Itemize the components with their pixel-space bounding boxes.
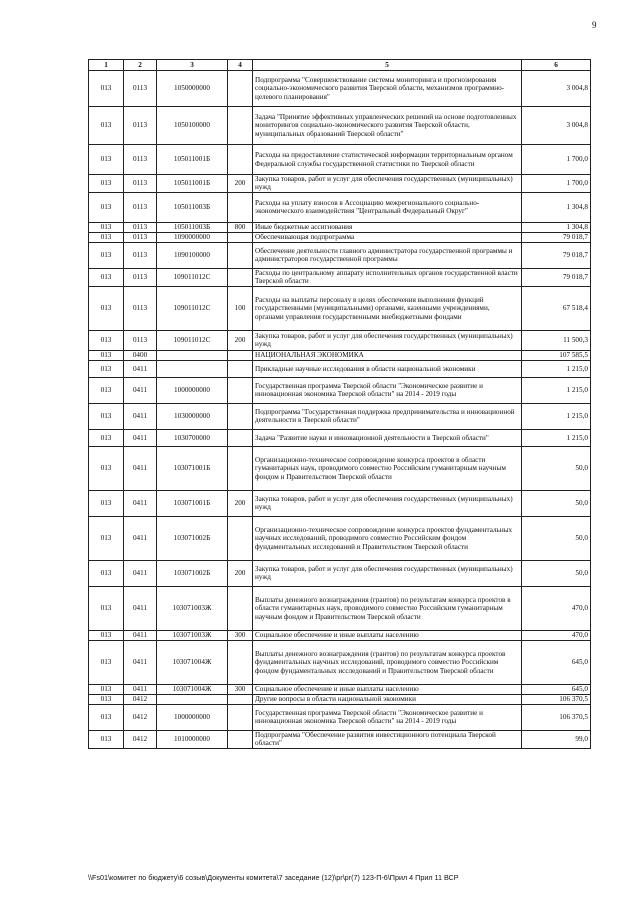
table-row	[89, 446, 591, 490]
cell-ministry: 013	[89, 350, 124, 360]
table-row	[89, 516, 591, 560]
cell-description: Подпрограмма "Совершенствование системы мониторинга и прогнозирования социально-экономического развития Тверской области, механизмов программно-целевого планирования"	[253, 71, 522, 107]
cell-description: Закупка товаров, работ и услуг для обеспечения государственных (муниципальных) нужд	[253, 175, 522, 193]
cell-amount: 1 215,0	[522, 403, 591, 429]
cell-description: Организационно-техническое сопровождение конкурса проектов в области гуманитарных наук, проводимого совместно Российским гуманитарным научным фондом и Правительством Тверской области	[253, 446, 522, 490]
cell-target-article: 1090000000	[157, 232, 228, 242]
table-row	[89, 192, 591, 222]
cell-target-article: 103071003Ж	[157, 586, 228, 630]
table-row	[89, 560, 591, 586]
cell-target-article: 105011001Б	[157, 145, 228, 175]
cell-ministry: 013	[89, 516, 124, 560]
cell-expense-type	[228, 516, 253, 560]
cell-target-article	[157, 350, 228, 360]
cell-amount: 79 018,7	[522, 232, 591, 242]
cell-section: 0412	[124, 730, 157, 748]
table-row	[89, 377, 591, 403]
cell-expense-type: 200	[228, 175, 253, 193]
cell-target-article: 109011012С	[157, 330, 228, 350]
cell-expense-type	[228, 403, 253, 429]
table-row	[89, 286, 591, 330]
cell-target-article: 103071004Ж	[157, 684, 228, 694]
cell-ministry: 013	[89, 403, 124, 429]
table-row	[89, 360, 591, 377]
cell-amount: 1 304,8	[522, 192, 591, 222]
cell-amount: 99,0	[522, 730, 591, 748]
cell-description: Организационно-техническое сопровождение конкурса проектов фундаментальных научных исследований, проводимого совместно Российским фондом фундаментальных исследований и Правительством Тверской области	[253, 516, 522, 560]
cell-expense-type	[228, 446, 253, 490]
cell-description: Подпрограмма "Государственная поддержка предпринимательства и инновационной деятельности в Тверской области"	[253, 403, 522, 429]
cell-target-article: 1050000000	[157, 71, 228, 107]
cell-section: 0411	[124, 490, 157, 516]
cell-section: 0412	[124, 694, 157, 704]
cell-section: 0113	[124, 145, 157, 175]
cell-expense-type	[228, 242, 253, 268]
cell-ministry: 013	[89, 684, 124, 694]
cell-ministry: 013	[89, 704, 124, 730]
cell-ministry: 013	[89, 330, 124, 350]
cell-target-article: 105011003Б	[157, 192, 228, 222]
cell-expense-type: 300	[228, 630, 253, 640]
table-row	[89, 268, 591, 286]
cell-description: Выплаты денежного вознаграждения (грантов) по результатам конкурса проектов в области гуманитарных наук, проводимого совместно Российским гуманитарным научным фондом и Правительством Тверской области	[253, 586, 522, 630]
table-row	[89, 403, 591, 429]
table-row	[89, 730, 591, 748]
table-row	[89, 586, 591, 630]
cell-ministry: 013	[89, 145, 124, 175]
cell-description: Подпрограмма "Обеспечение развития инвестиционного потенциала Тверской области"	[253, 730, 522, 748]
cell-description: Иные бюджетные ассигнования	[253, 222, 522, 232]
cell-section: 0411	[124, 377, 157, 403]
header-cell: 6	[522, 60, 591, 71]
cell-section: 0113	[124, 286, 157, 330]
cell-target-article: 109011012С	[157, 286, 228, 330]
cell-ministry: 013	[89, 694, 124, 704]
cell-target-article: 1000000000	[157, 377, 228, 403]
cell-section: 0411	[124, 630, 157, 640]
table-row	[89, 107, 591, 145]
table-row	[89, 71, 591, 107]
cell-description: Задача "Принятие эффективных управленческих решений на основе подготовленных мониторингов социально-экономического развития Тверской области, муниципальных образований Тверской области"	[253, 107, 522, 145]
cell-target-article: 1030000000	[157, 403, 228, 429]
cell-description: Задача "Развитие науки и инновационной деятельности в Тверской области"	[253, 429, 522, 446]
cell-amount: 470,0	[522, 586, 591, 630]
cell-ministry: 013	[89, 268, 124, 286]
cell-target-article: 1030700000	[157, 429, 228, 446]
cell-ministry: 013	[89, 175, 124, 193]
cell-amount: 470,0	[522, 630, 591, 640]
cell-section: 0400	[124, 350, 157, 360]
cell-expense-type	[228, 350, 253, 360]
cell-expense-type: 200	[228, 560, 253, 586]
cell-target-article: 1050100000	[157, 107, 228, 145]
cell-ministry: 013	[89, 640, 124, 684]
header-cell: 2	[124, 60, 157, 71]
cell-target-article: 109011012С	[157, 268, 228, 286]
cell-target-article: 103071003Ж	[157, 630, 228, 640]
cell-expense-type: 100	[228, 286, 253, 330]
cell-section: 0113	[124, 330, 157, 350]
cell-target-article: 1090100000	[157, 242, 228, 268]
cell-amount: 3 004,8	[522, 107, 591, 145]
header-cell: 3	[157, 60, 228, 71]
cell-expense-type: 200	[228, 330, 253, 350]
cell-description: Государственная программа Тверской области "Экономическое развитие и инновационная экономика Тверской области" на 2014 - 2019 годы	[253, 377, 522, 403]
cell-expense-type	[228, 145, 253, 175]
table-row	[89, 330, 591, 350]
cell-ministry: 013	[89, 192, 124, 222]
cell-ministry: 013	[89, 360, 124, 377]
cell-amount: 79 018,7	[522, 242, 591, 268]
cell-amount: 50,0	[522, 516, 591, 560]
cell-amount: 645,0	[522, 684, 591, 694]
table-row	[89, 350, 591, 360]
cell-ministry: 013	[89, 71, 124, 107]
cell-expense-type	[228, 107, 253, 145]
cell-target-article: 103071004Ж	[157, 640, 228, 684]
cell-amount: 1 700,0	[522, 145, 591, 175]
cell-expense-type	[228, 192, 253, 222]
cell-target-article	[157, 360, 228, 377]
cell-section: 0411	[124, 446, 157, 490]
cell-expense-type	[228, 704, 253, 730]
table-row	[89, 222, 591, 232]
cell-description: Государственная программа Тверской области "Экономическое развитие и инновационная экономика Тверской области" на 2014 - 2019 годы	[253, 704, 522, 730]
cell-expense-type	[228, 640, 253, 684]
cell-ministry: 013	[89, 429, 124, 446]
cell-expense-type	[228, 730, 253, 748]
cell-description: Другие вопросы в области национальной экономики	[253, 694, 522, 704]
cell-expense-type	[228, 694, 253, 704]
budget-table	[88, 59, 591, 749]
cell-section: 0113	[124, 232, 157, 242]
header-cell: 1	[89, 60, 124, 71]
cell-amount: 3 004,8	[522, 71, 591, 107]
cell-description: Обеспечение деятельности главного администратора государственной программы и администраторов государственной программы	[253, 242, 522, 268]
cell-ministry: 013	[89, 222, 124, 232]
cell-description: Закупка товаров, работ и услуг для обеспечения государственных (муниципальных) нужд	[253, 490, 522, 516]
cell-description: Социальное обеспечение и иные выплаты населению	[253, 630, 522, 640]
cell-description: Выплаты денежного вознаграждения (грантов) по результатам конкурса проектов фундаментальных научных исследований, проводимого совместно Российским фондом фундаментальных исследований и Правительством Тверской области	[253, 640, 522, 684]
file-path-footer: \\Fs01\комитет по бюджету\6 созыв\Документы комитета\7 заседание (12)\pr\pr(7) 123-П-6\Прил 4 Прил 11 ВСР	[88, 873, 459, 882]
cell-description: Расходы на выплаты персоналу в целях обеспечения выполнения функций государственными (муниципальными) органами, казенными учреждениями, органами управления государственными внебюджетными фондами	[253, 286, 522, 330]
cell-target-article: 103071002Б	[157, 560, 228, 586]
cell-section: 0411	[124, 360, 157, 377]
header-cell: 4	[228, 60, 253, 71]
cell-target-article: 103071001Б	[157, 446, 228, 490]
cell-description: Расходы на предоставление статистической информации территориальным органом Федеральной службы государственной статистики по Тверской области	[253, 145, 522, 175]
cell-ministry: 013	[89, 586, 124, 630]
cell-amount: 50,0	[522, 490, 591, 516]
cell-description: Социальное обеспечение и иные выплаты населению	[253, 684, 522, 694]
cell-expense-type: 300	[228, 684, 253, 694]
cell-section: 0411	[124, 403, 157, 429]
cell-section: 0113	[124, 242, 157, 268]
cell-expense-type	[228, 586, 253, 630]
cell-section: 0113	[124, 192, 157, 222]
cell-section: 0411	[124, 429, 157, 446]
cell-expense-type	[228, 360, 253, 377]
cell-description: Расходы на уплату взносов в Ассоциацию межрегионального социально-экономического взаимодействия "Центральный Федеральный Округ"	[253, 192, 522, 222]
table-row	[89, 429, 591, 446]
cell-expense-type	[228, 377, 253, 403]
cell-ministry: 013	[89, 446, 124, 490]
cell-target-article	[157, 694, 228, 704]
cell-section: 0411	[124, 640, 157, 684]
cell-ministry: 013	[89, 232, 124, 242]
cell-ministry: 013	[89, 560, 124, 586]
header-cell: 5	[253, 60, 522, 71]
cell-amount: 1 215,0	[522, 377, 591, 403]
cell-section: 0113	[124, 71, 157, 107]
cell-expense-type	[228, 71, 253, 107]
cell-section: 0113	[124, 268, 157, 286]
cell-ministry: 013	[89, 107, 124, 145]
cell-amount: 106 370,5	[522, 694, 591, 704]
cell-section: 0411	[124, 586, 157, 630]
table-header-row	[89, 60, 591, 71]
table-row	[89, 145, 591, 175]
cell-section: 0411	[124, 560, 157, 586]
cell-description: Расходы по центральному аппарату исполнительных органов государственной власти Тверской области	[253, 268, 522, 286]
cell-amount: 79 018,7	[522, 268, 591, 286]
cell-amount: 50,0	[522, 446, 591, 490]
cell-description: Закупка товаров, работ и услуг для обеспечения государственных (муниципальных) нужд	[253, 560, 522, 586]
cell-target-article: 1010000000	[157, 730, 228, 748]
cell-expense-type: 800	[228, 222, 253, 232]
cell-description: Прикладные научные исследования в области национальной экономики	[253, 360, 522, 377]
cell-ministry: 013	[89, 730, 124, 748]
table-row	[89, 175, 591, 193]
cell-target-article: 103071001Б	[157, 490, 228, 516]
table-row	[89, 232, 591, 242]
cell-expense-type	[228, 232, 253, 242]
cell-expense-type	[228, 268, 253, 286]
cell-target-article: 105011001Б	[157, 175, 228, 193]
cell-section: 0113	[124, 107, 157, 145]
cell-section: 0113	[124, 175, 157, 193]
cell-target-article: 1000000000	[157, 704, 228, 730]
cell-ministry: 013	[89, 286, 124, 330]
cell-section: 0113	[124, 222, 157, 232]
cell-expense-type: 200	[228, 490, 253, 516]
cell-amount: 1 700,0	[522, 175, 591, 193]
cell-description: Обеспечивающая подпрограмма	[253, 232, 522, 242]
cell-amount: 107 585,5	[522, 350, 591, 360]
cell-amount: 1 304,8	[522, 222, 591, 232]
cell-amount: 106 370,5	[522, 704, 591, 730]
cell-ministry: 013	[89, 242, 124, 268]
cell-amount: 1 215,0	[522, 360, 591, 377]
cell-target-article: 103071002Б	[157, 516, 228, 560]
cell-section: 0411	[124, 516, 157, 560]
page-number: 9	[592, 20, 597, 30]
cell-section: 0411	[124, 684, 157, 694]
table-row	[89, 242, 591, 268]
cell-amount: 11 500,3	[522, 330, 591, 350]
cell-amount: 50,0	[522, 560, 591, 586]
cell-amount: 1 215,0	[522, 429, 591, 446]
cell-target-article: 105011003Б	[157, 222, 228, 232]
table-row	[89, 640, 591, 684]
cell-ministry: 013	[89, 490, 124, 516]
cell-expense-type	[228, 429, 253, 446]
cell-amount: 645,0	[522, 640, 591, 684]
cell-description: НАЦИОНАЛЬНАЯ ЭКОНОМИКА	[253, 350, 522, 360]
table-row	[89, 684, 591, 694]
table-row	[89, 490, 591, 516]
table-row	[89, 694, 591, 704]
table-row	[89, 630, 591, 640]
cell-ministry: 013	[89, 630, 124, 640]
cell-ministry: 013	[89, 377, 124, 403]
cell-amount: 67 518,4	[522, 286, 591, 330]
cell-description: Закупка товаров, работ и услуг для обеспечения государственных (муниципальных) нужд	[253, 330, 522, 350]
table-row	[89, 704, 591, 730]
cell-section: 0412	[124, 704, 157, 730]
